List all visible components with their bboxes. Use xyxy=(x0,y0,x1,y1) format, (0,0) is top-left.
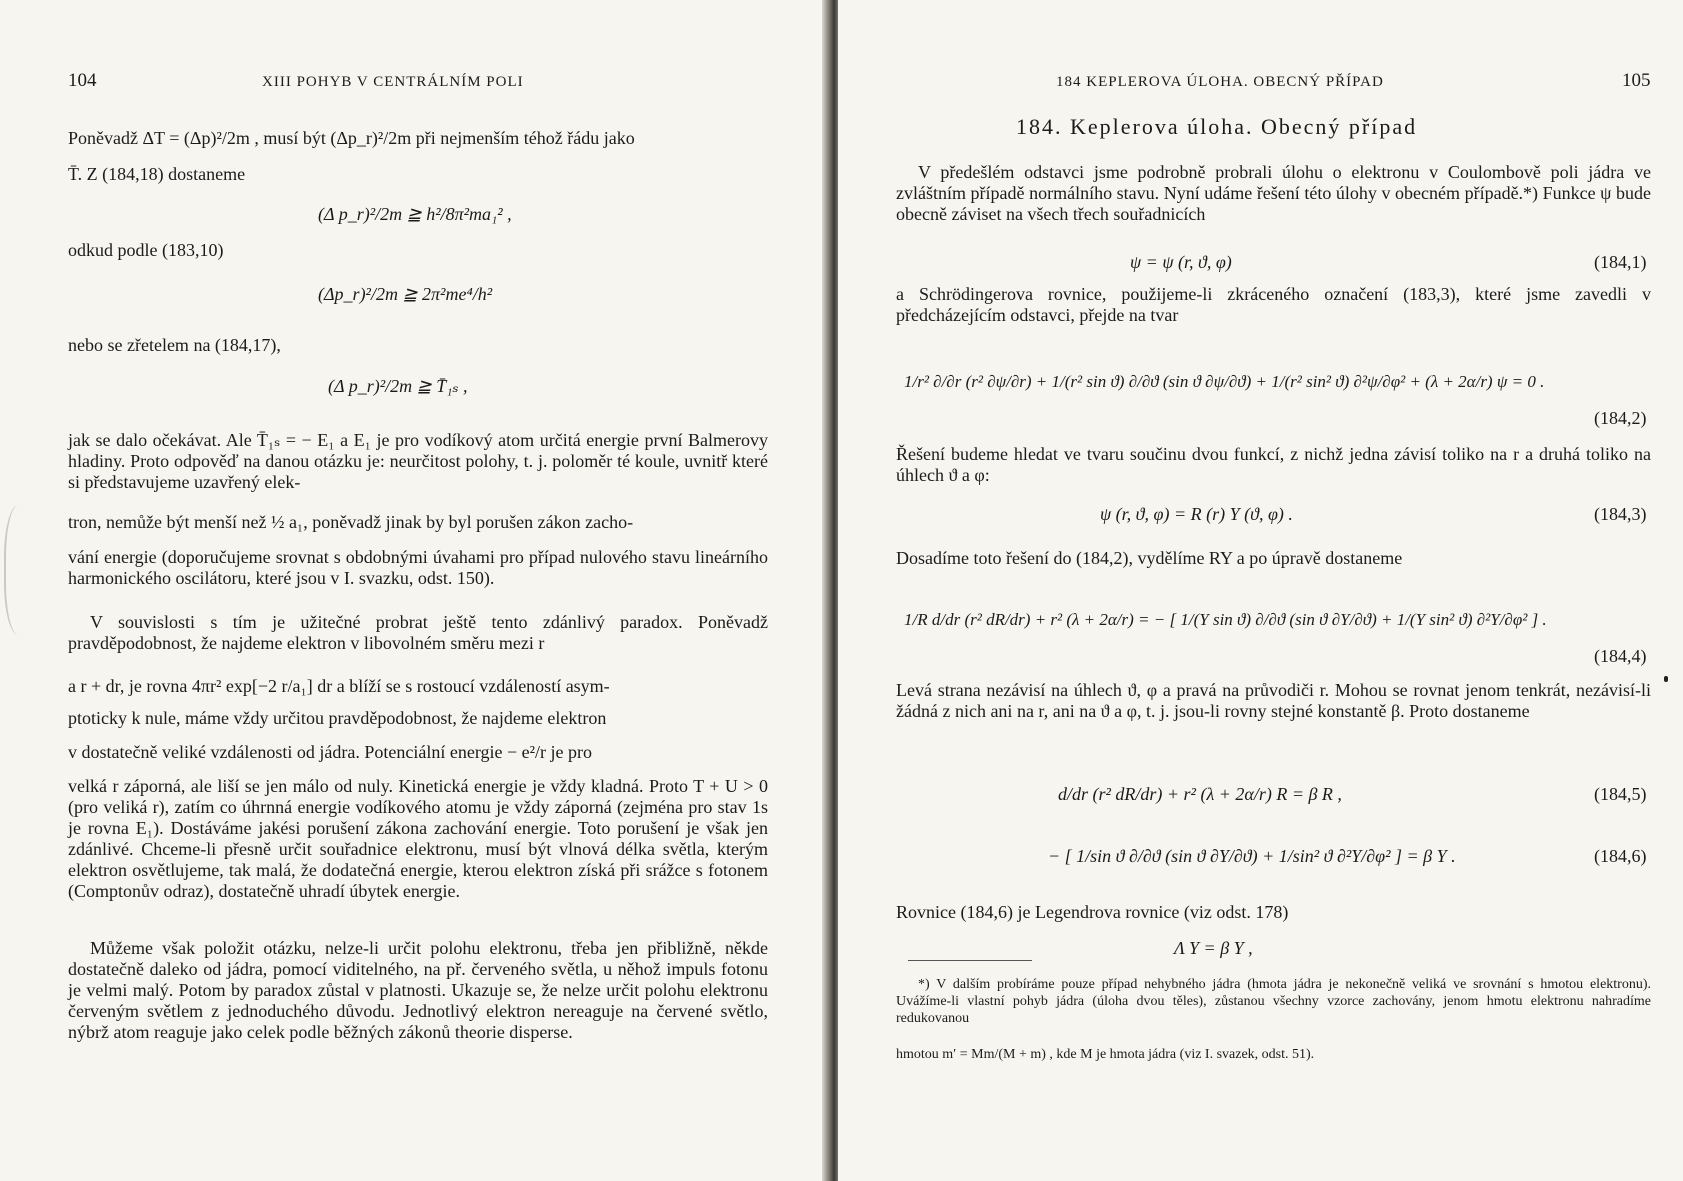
equation-184-2: 1/r² ∂/∂r (r² ∂ψ/∂r) + 1/(r² sin ϑ) ∂/∂ϑ (sin ϑ ∂ψ/∂ϑ) + 1/(r² sin² ϑ) ∂²ψ/∂φ² + (λ + 2α/r) ψ = 0 . xyxy=(904,372,1545,391)
equation-number-184-4: (184,4) xyxy=(1594,646,1647,666)
paragraph-6: Rovnice (184,6) je Legendrova rovnice (viz odst. 178) xyxy=(896,902,1289,922)
paragraph-2d: v dostatečně veliké vzdálenosti od jádra. Potenciální energie − e²/r je pro xyxy=(68,742,593,762)
paragraph-1a: jak se dalo očekávat. Ale T̄₁ₛ = − E₁ a E₁ je pro vodíkový atom určitá energie první Balmerovy hladiny. Proto odpověď na danou otázku je: neurčitost polohy, t. j. poloměr té koule, uvnitř které si představujeme uzavřený elek- xyxy=(68,430,768,492)
equation-184-4: 1/R d/dr (r² dR/dr) + r² (λ + 2α/r) = − [ 1/(Y sin ϑ) ∂/∂ϑ (sin ϑ ∂Y/∂ϑ) + 1/(Y sin² ϑ) ∂²Y/∂φ² ] . xyxy=(904,610,1547,629)
equation-184-1: ψ = ψ (r, ϑ, φ) xyxy=(1130,252,1232,272)
paragraph-5: Levá strana nezávisí na úhlech ϑ, φ a pravá na průvodiči r. Mohou se rovnat jenom tenkrát, nezávisí-li žádná z nich ani na r, ani na ϑ a φ, t. j. jsou-li rovny stejné konstantě β. Proto dostaneme xyxy=(896,680,1651,721)
inequality-2: (Δp_r)²/2m ≧ 2π²me⁴/h² xyxy=(318,284,493,304)
equation-184-5: d/dr (r² dR/dr) + r² (λ + 2α/r) R = β R , xyxy=(1058,784,1342,804)
page-number-right: 105 xyxy=(1622,70,1651,91)
footnote-mass-formula: hmotou m′ = Mm/(M + m) , kde M je hmota jádra (viz I. svazek, odst. 51). xyxy=(896,1047,1315,1062)
footnote-text: *) V dalším probíráme pouze případ nehybného jádra (hmota jádra je nekonečně veliká ve srovnání s hmotou elektronu). Uvážíme-li vlastní pohyb jádra (úloha dvou těles), zůstanou všechny vzorce zachovány, jenom hmotu elektronu nahradíme redukovanou xyxy=(896,977,1651,1026)
paragraph-2a: V souvislosti s tím je užitečné probrat ještě tento zdánlivý paradox. Poněvadž pravděpodobnost, že najdeme elektron v libovolném směru mezi r xyxy=(68,612,768,653)
reference-line: T̄. Z (184,18) dostaneme xyxy=(68,164,246,184)
intro-line: Poněvadž ΔT = (Δp)²/2m , musí být (Δp_r)²/2m při nejmenším téhož řádu jako xyxy=(68,128,635,148)
paragraph-1c: vání energie (doporučujeme srovnat s obdobnými úvahami pro případ nulového stavu lineárního harmonického oscilátoru, které jsou v I. svazku, odst. 150). xyxy=(68,547,768,588)
paragraph-1b: tron, nemůže být menší než ½ a₁, poněvadž jinak by byl porušen zákon zacho- xyxy=(68,512,634,532)
paragraph-2c: ptoticky k nule, máme vždy určitou pravděpodobnost, že najdeme elektron xyxy=(68,708,607,728)
footnote-rule xyxy=(908,960,1032,961)
page-number-left: 104 xyxy=(68,70,97,91)
equation-legendre: Λ Y = β Y , xyxy=(1174,938,1253,958)
inequality-3: (Δ p_r)²/2m ≧ T̄₁ₛ , xyxy=(328,376,468,396)
paragraph-3: Můžeme však položit otázku, nelze-li určit polohu elektronu, třeba jen přibližně, někde dostatečně daleko od jádra, pomocí viditelného, na př. červeného světla, u něhož impuls fotonu je velmi malý. Potom by paradox zůstal v platnosti. Ukazuje se, že nelze určit polohu elektronu červeným světlem z jednoduchého důvodu. Jednotlivý elektron nereaguje na červené světlo, nýbrž atom reaguje jako celek podle běžných zákonů theorie disperse. xyxy=(68,938,768,1042)
pencil-mark xyxy=(4,505,40,635)
equation-number-184-6: (184,6) xyxy=(1594,846,1647,866)
right-page xyxy=(838,0,1683,1181)
ink-speck xyxy=(1664,676,1668,682)
text-line-3: odkud podle (183,10) xyxy=(68,240,224,260)
equation-184-3: ψ (r, ϑ, φ) = R (r) Y (ϑ, φ) . xyxy=(1100,504,1293,524)
paragraph-1: V předešlém odstavci jsme podrobně probrali úlohu o elektronu v Coulombově poli jádra ve zvláštním případě normálního stavu. Nyní udáme řešení této úlohy v obecném případě.*) Funkce ψ bude obecně záviset na všech třech souřadnicích xyxy=(896,162,1651,224)
equation-number-184-1: (184,1) xyxy=(1594,252,1647,272)
paragraph-2b: a r + dr, je rovna 4πr² exp[−2 r/a₁] dr a blíží se s rostoucí vzdáleností asym- xyxy=(68,676,610,696)
equation-number-184-2: (184,2) xyxy=(1594,408,1647,428)
paragraph-2e: velká r záporná, ale liší se jen málo od nuly. Kinetická energie je vždy kladná. Proto T + U > 0 (pro veliká r), zatím co úhrnná energie vodíkového atomu je vždy záporná (zejména pro stav 1s je rovna E₁). Dostáváme jakési porušení zákona zachování energie. Toto porušení je však jen zdánlivé. Chceme-li přesně určit souřadnice elektronu, musí být vlnová délka světla, kterým elektron osvětlujeme, tak malá, že dodatečná energie, kterou elektron získá při srážce s fotonem (Comptonův odraz), dostatečně uhradí úbytek energie. xyxy=(68,776,768,901)
running-head-left: XIII POHYB V CENTRÁLNÍM POLI xyxy=(262,74,524,90)
section-title: 184. Keplerova úloha. Obecný případ xyxy=(1016,114,1418,139)
paragraph-4: Dosadíme toto řešení do (184,2), vydělíme RY a po úpravě dostaneme xyxy=(896,548,1403,568)
paragraph-3: Řešení budeme hledat ve tvaru součinu dvou funkcí, z nichž jedna závisí toliko na r a druhá toliko na úhlech ϑ a φ: xyxy=(896,444,1651,485)
running-head-right: 184 KEPLEROVA ÚLOHA. OBECNÝ PŘÍPAD xyxy=(1056,74,1384,90)
text-line-4: nebo se zřetelem na (184,17), xyxy=(68,335,281,355)
inequality-1: (Δ p_r)²/2m ≧ h²/8π²ma₁² , xyxy=(318,204,512,224)
paragraph-2: a Schrödingerova rovnice, použijeme-li zkráceného označení (183,3), které jsme zavedli v předcházejícím odstavci, přejde na tvar xyxy=(896,284,1651,325)
left-page xyxy=(0,0,828,1181)
equation-number-184-5: (184,5) xyxy=(1594,784,1647,804)
equation-184-6: − [ 1/sin ϑ ∂/∂ϑ (sin ϑ ∂Y/∂ϑ) + 1/sin² ϑ ∂²Y/∂φ² ] = β Y . xyxy=(1048,846,1456,866)
equation-number-184-3: (184,3) xyxy=(1594,504,1647,524)
